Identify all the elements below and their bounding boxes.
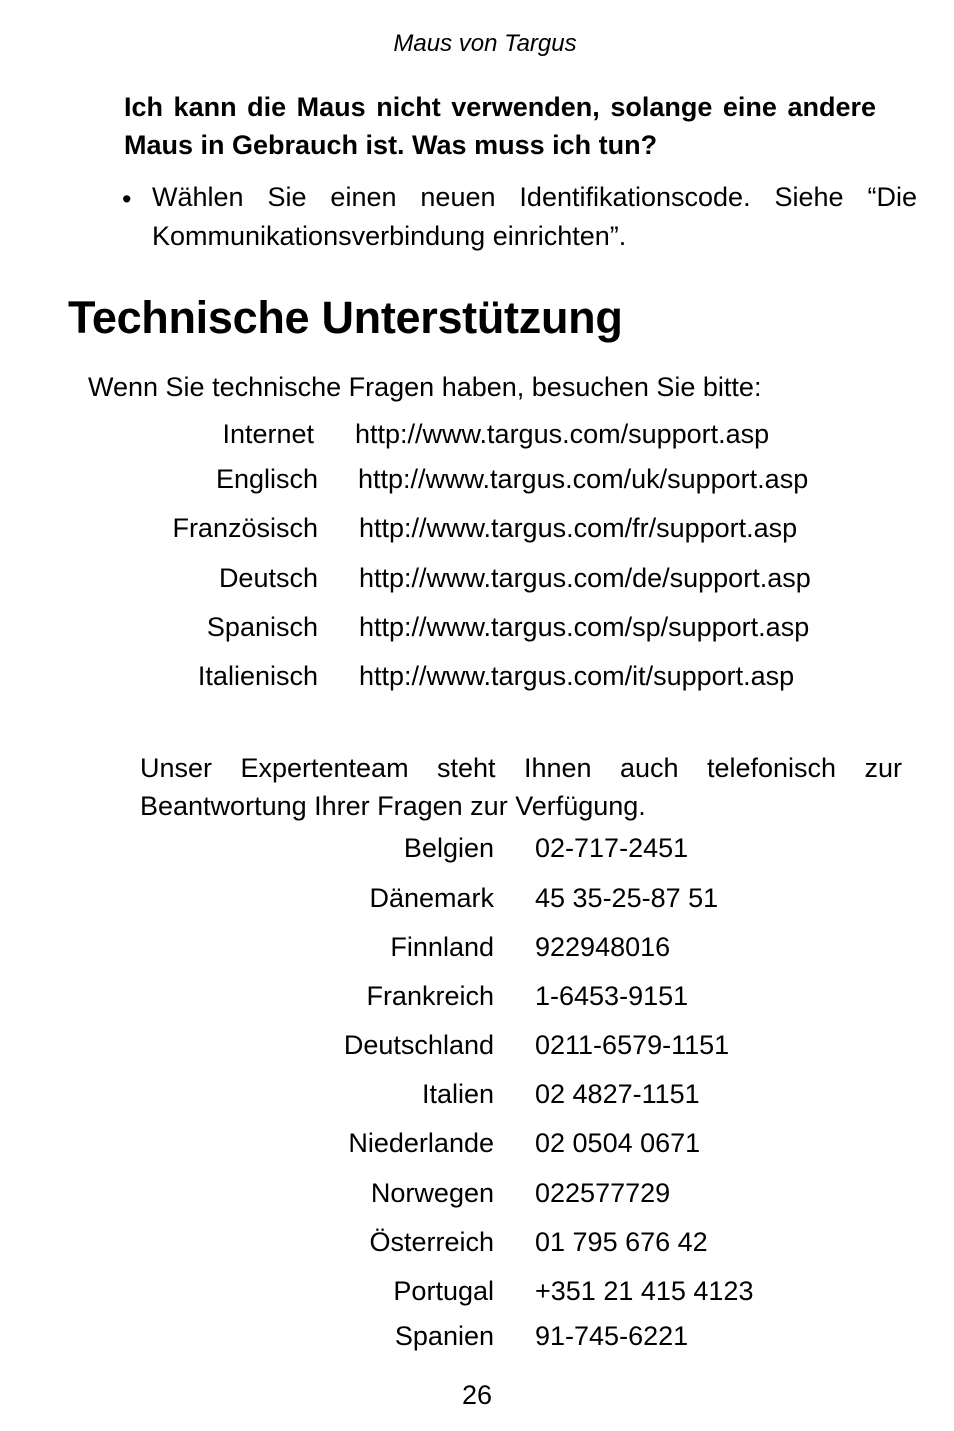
website-url-franzoesisch[interactable]: http://www.targus.com/fr/support.asp (359, 513, 798, 543)
phone-norwegen: 022577729 (535, 1178, 671, 1208)
phone-deutschland: 0211-6579-1151 (535, 1030, 730, 1060)
country-finnland: Finnland (390, 932, 494, 962)
website-url-italienisch[interactable]: http://www.targus.com/it/support.asp (359, 661, 795, 691)
phone-niederlande: 02 0504 0671 (535, 1128, 701, 1158)
country-deutschland: Deutschland (343, 1030, 494, 1060)
country-frankreich: Frankreich (366, 981, 494, 1011)
faq-answer: Wählen Sie einen neuen Identifikationscode. Siehe “Die Kommunikationsverbindung einrichten”. (152, 182, 917, 251)
website-label-spanisch: Spanisch (206, 612, 318, 642)
phone-frankreich: 1-6453-9151 (535, 981, 689, 1011)
phone-spanien: 91-745-6221 (535, 1321, 689, 1351)
phone-daenemark: 45 35-25-87 51 (535, 883, 719, 913)
phone-belgien: 02-717-2451 (535, 833, 689, 863)
phone-italien: 02 4827-1151 (535, 1079, 700, 1109)
website-label-englisch: Englisch (215, 464, 318, 494)
section-title: Technische Unterstützung (68, 292, 623, 343)
faq-question: Ich kann die Maus nicht verwenden, solange eine andere Maus in Gebrauch ist. Was muss ich tun? (124, 92, 876, 160)
website-url-spanisch[interactable]: http://www.targus.com/sp/support.asp (359, 612, 810, 642)
website-label-franzoesisch: Französisch (172, 513, 318, 543)
running-header: Maus von Targus (393, 30, 577, 57)
website-url-deutsch[interactable]: http://www.targus.com/de/support.asp (359, 563, 811, 593)
page-number: 26 (461, 1380, 493, 1410)
website-label-internet: Internet (222, 419, 314, 449)
website-url-internet[interactable]: http://www.targus.com/support.asp (355, 419, 770, 449)
country-spanien: Spanien (394, 1321, 494, 1351)
country-oesterreich: Österreich (369, 1227, 494, 1257)
phone-intro: Unser Expertenteam steht Ihnen auch telefonisch zur Beantwortung Ihrer Fragen zur Verfügung. (140, 753, 902, 821)
website-label-deutsch: Deutsch (218, 563, 318, 593)
country-portugal: Portugal (393, 1276, 494, 1306)
country-italien: Italien (421, 1079, 494, 1109)
country-norwegen: Norwegen (370, 1178, 494, 1208)
website-label-italienisch: Italienisch (197, 661, 318, 691)
phone-finnland: 922948016 (535, 932, 671, 962)
phone-portugal: +351 21 415 4123 (535, 1276, 754, 1306)
country-daenemark: Dänemark (369, 883, 494, 913)
country-niederlande: Niederlande (348, 1128, 494, 1158)
website-url-englisch[interactable]: http://www.targus.com/uk/support.asp (358, 464, 809, 494)
bullet-icon: • (122, 184, 132, 214)
support-intro: Wenn Sie technische Fragen haben, besuchen Sie bitte: (88, 372, 762, 402)
phone-oesterreich: 01 795 676 42 (535, 1227, 708, 1257)
country-belgien: Belgien (403, 833, 494, 863)
